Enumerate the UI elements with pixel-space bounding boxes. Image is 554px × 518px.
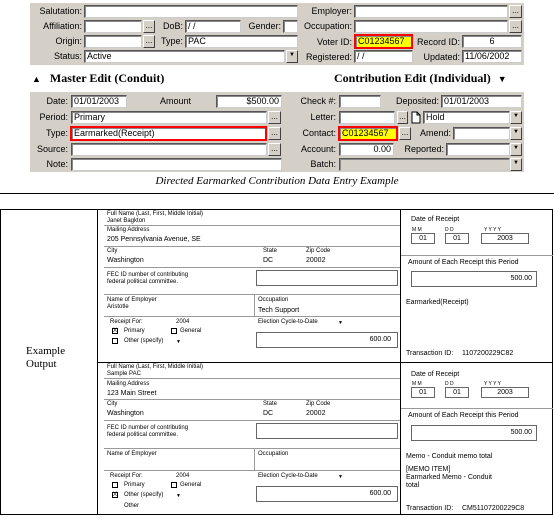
figure-caption: Directed Earmarked Contribution Data Entry Example — [155, 175, 399, 187]
deposited-input[interactable]: 01/01/2003 — [441, 95, 522, 108]
e2-mailing-label: Mailing Address — [107, 381, 150, 387]
master-type-browse-button[interactable]: ... — [268, 127, 281, 140]
e2-zip-label: Zip Code — [306, 401, 331, 407]
e1-receipt-year: 2004 — [176, 319, 190, 325]
e1-right-rule-1 — [401, 255, 553, 256]
e2-date-m: 01 — [411, 387, 435, 398]
e2-rule-3 — [104, 420, 400, 421]
document-icon[interactable] — [411, 111, 421, 124]
e1-employer: Aristotle — [107, 304, 129, 310]
e2-primary-label: Primary — [124, 482, 145, 488]
e2-mailing: 123 Main Street — [107, 390, 157, 397]
e1-occupation-label: Occupation — [258, 297, 289, 303]
registered-input[interactable]: / / — [354, 50, 413, 63]
e1-date-receipt-label: Date of Receipt — [411, 216, 460, 223]
affiliation-input[interactable] — [84, 20, 142, 33]
e2-date-y: 2003 — [481, 387, 529, 398]
voter-id-label: Voter ID: — [316, 37, 352, 47]
e2-date-d: 01 — [445, 387, 469, 398]
master-edit-header[interactable] — [32, 71, 164, 86]
master-edit-title: Master Edit (Conduit) — [49, 71, 165, 85]
letter-label: Letter: — [310, 112, 336, 122]
e2-rule-2 — [104, 399, 400, 400]
amend-dropdown-button[interactable]: ▼ — [510, 127, 522, 140]
amount-label: Amount — [160, 96, 192, 106]
record-id-value: 6 — [462, 35, 522, 48]
e2-transaction-label: Transaction ID: — [406, 505, 454, 512]
e2-general-label: General — [180, 482, 202, 488]
type-label: Type: — [160, 36, 183, 46]
amount-input[interactable]: $500.00 — [216, 95, 282, 108]
e1-employer-label: Name of Employer — [107, 297, 157, 303]
amend-select[interactable] — [453, 127, 510, 140]
origin-label: Origin: — [55, 36, 82, 46]
e1-transaction-id: 1107200229C82 — [462, 350, 514, 357]
e1-mailing-label: Mailing Address — [107, 227, 150, 233]
e1-general-checkbox[interactable] — [171, 328, 177, 334]
e2-election-box: 600.00 — [256, 486, 398, 502]
date-input[interactable]: 01/01/2003 — [71, 95, 127, 108]
e1-other-label: Other (specify) — [124, 338, 164, 344]
hold-dropdown-button[interactable]: ▼ — [510, 111, 522, 124]
e2-date-m-hdr: M M — [412, 381, 422, 387]
e1-full-name-label: Full Name (Last, First, Middle Initial) — [107, 211, 204, 217]
e1-election-label: Election Cycle-to-Date — [258, 319, 318, 325]
e2-amount-label: Amount of Each Receipt this Period — [408, 412, 519, 419]
contribution-edit-title: Contribution Edit (Individual) — [334, 71, 491, 85]
period-label: Period: — [39, 112, 68, 122]
e1-fec-id-box — [256, 270, 398, 286]
e1-state-label: State — [263, 248, 278, 254]
e1-zip: 20002 — [306, 257, 326, 264]
e2-state-label: State — [263, 401, 278, 407]
e2-zip: 20002 — [306, 410, 326, 417]
e2-city-label: City — [107, 401, 118, 407]
status-dropdown-button[interactable]: ▼ — [286, 50, 298, 63]
e2-receipt-for-label: Receipt For: — [110, 473, 143, 479]
e2-election-arrow-icon: ▼ — [338, 474, 343, 480]
e2-rule-5 — [104, 470, 400, 471]
e2-fec-id-box — [256, 423, 398, 439]
e1-emp-divider — [254, 294, 255, 316]
salutation-input[interactable] — [84, 5, 298, 18]
e2-emp-divider — [254, 448, 255, 470]
e2-other-value: Other — [124, 503, 140, 509]
note-label: Note: — [46, 159, 68, 169]
contact-input[interactable]: C01234567 — [338, 126, 398, 141]
e2-fec-label-2: federal political committee. — [107, 432, 179, 438]
e2-date-d-hdr: D D — [445, 381, 454, 387]
e1-date-d-hdr: D D — [445, 227, 454, 233]
contact-browse-button[interactable]: ... — [399, 127, 411, 140]
e2-primary-checkbox[interactable] — [112, 482, 118, 488]
e1-rule-5 — [104, 316, 400, 317]
voter-id-input[interactable]: C01234567 — [354, 34, 413, 49]
employer-browse-button[interactable]: ... — [509, 5, 522, 18]
e1-zip-label: Zip Code — [306, 248, 331, 254]
e1-amount-box: 500.00 — [411, 271, 537, 287]
origin-input[interactable] — [84, 35, 142, 48]
e2-right-rule-1 — [401, 408, 553, 409]
collapse-up-icon: ▲ — [32, 74, 41, 84]
e1-primary-checkbox[interactable]: X — [113, 328, 118, 334]
e2-other-arrow-icon: ▼ — [176, 493, 181, 499]
e1-fec-label-2: federal political committee. — [107, 279, 179, 285]
master-type-input[interactable]: Earmarked(Receipt) — [70, 126, 267, 141]
deposited-label: Deposited: — [395, 96, 439, 106]
e2-state: DC — [263, 410, 274, 417]
e1-amount-label: Amount of Each Receipt this Period — [408, 259, 519, 266]
e2-fec-label-1: FEC ID number of contributing — [107, 425, 189, 431]
period-browse-button[interactable]: ... — [268, 111, 281, 124]
e2-other-checkbox[interactable]: X — [113, 492, 118, 498]
employer-input[interactable] — [354, 5, 508, 18]
reported-label: Reported: — [404, 144, 444, 154]
gender-label: Gender: — [248, 21, 281, 31]
occupation-input[interactable] — [354, 20, 508, 33]
letter-browse-button[interactable]: ... — [397, 111, 408, 124]
e1-date-d: 01 — [445, 233, 469, 244]
status-label: Status: — [53, 51, 82, 61]
e2-date-receipt-label: Date of Receipt — [411, 371, 460, 378]
e2-date-y-hdr: Y Y Y Y — [484, 381, 501, 387]
example-output-label: Example Output — [26, 345, 66, 370]
period-input[interactable]: Primary — [71, 111, 267, 124]
master-type-label: Type: — [45, 128, 68, 138]
date-label: Date: — [46, 96, 68, 106]
e2-city: Washington — [107, 410, 144, 417]
e1-date-m: 01 — [411, 233, 435, 244]
amend-label: Amend: — [419, 128, 451, 138]
e1-city: Washington — [107, 257, 144, 264]
status-select[interactable]: Active — [84, 50, 285, 63]
dob-input[interactable]: / / — [185, 20, 241, 33]
account-label: Account: — [300, 144, 336, 154]
batch-label: Batch: — [310, 159, 336, 169]
e2-amount-box: 500.00 — [411, 425, 537, 441]
origin-browse-button[interactable]: ... — [143, 35, 155, 48]
e2-memo-2: [MEMO ITEM] — [406, 466, 451, 473]
e1-date-y: 2003 — [481, 233, 529, 244]
e2-occupation-label: Occupation — [258, 451, 289, 457]
affiliation-label: Affiliation: — [43, 21, 82, 31]
note-input[interactable] — [71, 158, 282, 171]
letter-input[interactable] — [339, 111, 395, 124]
check-number-input[interactable] — [339, 95, 381, 108]
e1-memo: Earmarked(Receipt) — [406, 299, 469, 306]
contribution-edit-header[interactable] — [334, 71, 507, 86]
e2-rule-1 — [104, 378, 400, 379]
updated-label: Updated: — [423, 52, 460, 62]
e1-state: DC — [263, 257, 274, 264]
e1-rule-4 — [104, 294, 400, 295]
reported-select[interactable] — [446, 143, 510, 156]
employer-label: Employer: — [311, 6, 352, 16]
registered-label: Registered: — [305, 52, 352, 62]
gender-input[interactable] — [283, 20, 298, 33]
e1-rule-1 — [104, 225, 400, 226]
account-input[interactable]: 0.00 — [339, 143, 394, 156]
batch-dropdown-button[interactable]: ▼ — [510, 158, 522, 171]
e1-date-y-hdr: Y Y Y Y — [484, 227, 501, 233]
e1-mailing: 205 Pennsylvania Avenue, SE — [107, 236, 201, 243]
type-input[interactable]: PAC — [185, 35, 298, 48]
occupation-browse-button[interactable]: ... — [509, 20, 522, 33]
e2-full-name-label: Full Name (Last, First, Middle Initial) — [107, 364, 204, 370]
check-number-label: Check #: — [300, 96, 336, 106]
affiliation-browse-button[interactable]: ... — [143, 20, 155, 33]
e2-election-label: Election Cycle-to-Date — [258, 473, 318, 479]
e1-city-label: City — [107, 248, 118, 254]
e2-rule-4 — [104, 448, 400, 449]
e2-transaction-id: CM51107200229C8 — [462, 505, 525, 512]
e1-receipt-for-label: Receipt For: — [110, 319, 143, 325]
source-browse-button[interactable]: ... — [268, 143, 281, 156]
expand-down-icon: ▼ — [497, 74, 507, 84]
source-input[interactable] — [71, 143, 267, 156]
e2-other-label: Other (specify) — [124, 492, 164, 498]
occupation-label: Occupation: — [303, 21, 352, 31]
e1-rule-2 — [104, 246, 400, 247]
e2-general-checkbox[interactable] — [171, 482, 177, 488]
e2-employer-label: Name of Employer — [107, 451, 157, 457]
e1-election-box: 600.00 — [256, 332, 398, 348]
source-label: Source: — [36, 144, 68, 154]
salutation-label: Salutation: — [39, 6, 82, 16]
reported-dropdown-button[interactable]: ▼ — [510, 143, 522, 156]
e1-date-m-hdr: M M — [412, 227, 422, 233]
e1-occupation: Tech Support — [258, 307, 300, 314]
e1-primary-label: Primary — [124, 328, 145, 334]
e1-fec-label-1: FEC ID number of contributing — [107, 272, 189, 278]
dob-label: DoB: — [162, 21, 183, 31]
e2-memo-1: Memo - Conduit memo total — [406, 453, 493, 460]
record-id-label: Record ID: — [416, 37, 460, 47]
e1-full-name: Janet Bagkton — [107, 218, 146, 224]
e2-full-name: Sample PAC — [107, 371, 141, 377]
e1-general-label: General — [180, 328, 202, 334]
e1-transaction-label: Transaction ID: — [406, 350, 454, 357]
updated-value: 11/06/2002 — [462, 50, 522, 63]
e1-election-arrow-icon: ▼ — [338, 320, 343, 326]
hold-select[interactable]: Hold — [423, 111, 510, 124]
e1-other-arrow-icon: ▼ — [176, 339, 181, 345]
e2-memo-4: total — [406, 482, 420, 489]
entry-divider — [97, 362, 553, 363]
e1-other-checkbox[interactable] — [112, 338, 118, 344]
e2-receipt-year: 2004 — [176, 473, 190, 479]
batch-select[interactable] — [339, 158, 510, 171]
separator-line — [0, 193, 554, 194]
e2-memo-3: Earmarked Memo - Conduit — [406, 474, 492, 481]
contact-label: Contact: — [302, 128, 336, 138]
e1-rule-3 — [104, 267, 400, 268]
